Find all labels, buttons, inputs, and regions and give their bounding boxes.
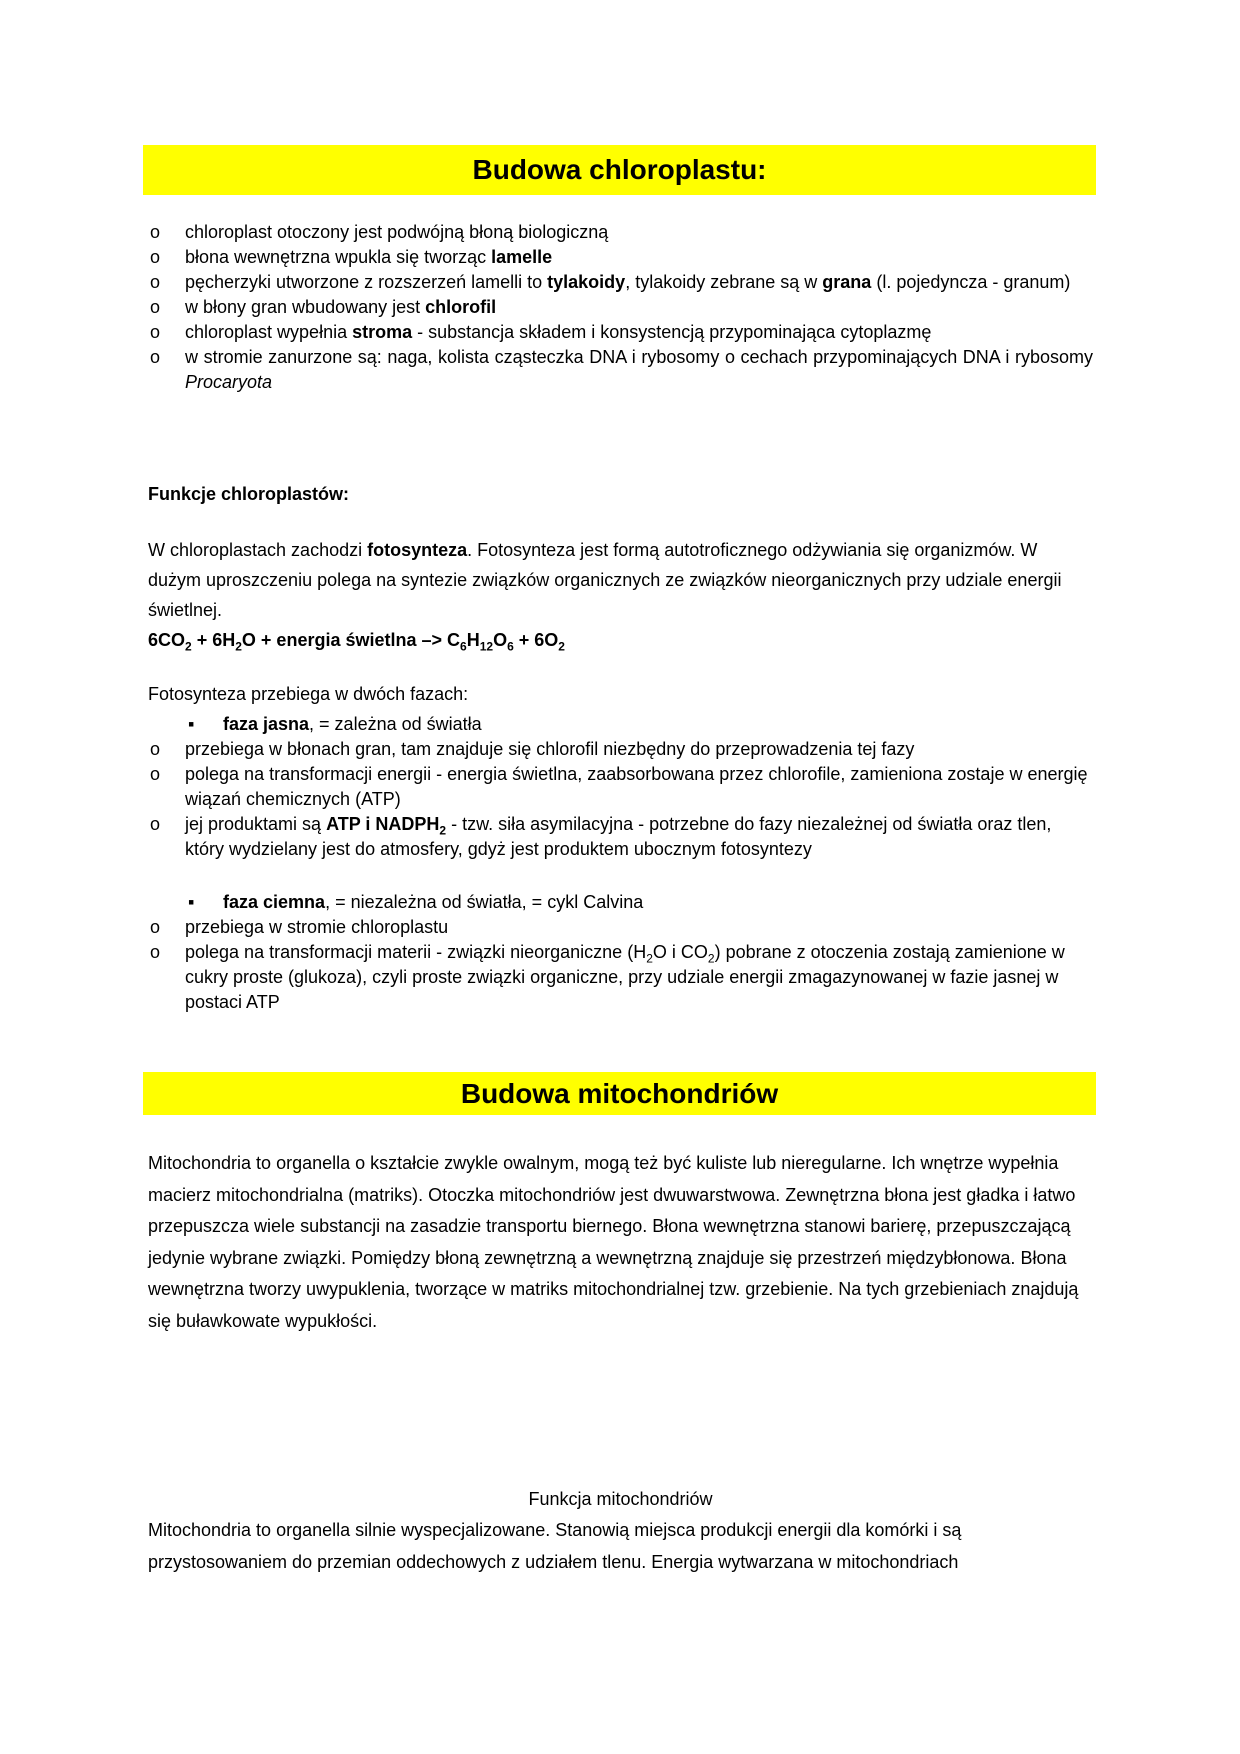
list-item: o polega na transformacji materii - związki nieorganiczne ($H_2O$ i $CO_2$) pobrane z otoczenia zostają zamienione w cukry proste (glukoza), czyli proste związki organiczne, przy udziale energii zmagazynowanej w fazie jasnej w postaci ATP (150, 942, 1065, 1012)
circle-bullet-icon: o (150, 739, 161, 759)
dark-phase-list (148, 915, 1093, 1015)
list-item: o przebiega w błonach gran, tam znajduje się chlorofil niezbędny do przeprowadzenia tej fazy (148, 737, 1093, 762)
light-phase-list (148, 737, 1093, 862)
square-bullet-icon: ▪ (188, 892, 195, 912)
mitochondria-title-banner (143, 1072, 1096, 1115)
chloroplast-structure-list (148, 220, 1093, 395)
mitochondria-function-heading-block (148, 1487, 1093, 1512)
mitochondria-title: Budowa mitochondriów (460, 1077, 779, 1109)
circle-bullet-icon: o (150, 222, 161, 242)
mitochondria-function-paragraph: Mitochondria to organella silnie wyspecjalizowane. Stanowią miejsca produkcji energii dla komórki i są przystosowaniem do przemian oddechowych z udziałem tlenu. Energia wytwarzana w mitochondriach (148, 1520, 962, 1572)
circle-bullet-icon: o (150, 247, 161, 267)
phases-section (148, 682, 1093, 1015)
functions-heading: Funkcje chloroplastów: (148, 484, 350, 504)
photosynthesis-equation: $6CO_2 + 6H_2O$ + energia świetlna –> $C_6H_{12}O_6 + 6O_2$ (148, 630, 565, 654)
square-bullet-icon: ▪ (188, 714, 195, 734)
circle-bullet-icon: o (150, 272, 161, 292)
list-item: o przebiega w stromie chloroplastu (148, 915, 1093, 940)
chloroplast-structure-list-block (148, 220, 1093, 395)
circle-bullet-icon: o (150, 322, 161, 342)
circle-bullet-icon: o (150, 814, 161, 834)
list-item: o chloroplast otoczony jest podwójną błoną biologiczną (148, 220, 1093, 245)
circle-bullet-icon: o (150, 297, 161, 317)
light-phase-heading: ▪ faza jasna, = zależna od światła (148, 712, 1093, 737)
chloroplast-title-banner (143, 145, 1096, 195)
phases-intro: Fotosynteza przebiega w dwóch fazach: (148, 684, 469, 704)
list-item: o polega na transformacji energii - energia świetlna, zaabsorbowana przez chlorofile, zamieniona zostaje w energię wiązań chemicznych (ATP) (150, 764, 1088, 809)
dark-phase-heading: ▪ faza ciemna, = niezależna od światła, = cykl Calvina (148, 890, 1093, 915)
mitochondria-paragraph: Mitochondria to organella o kształcie zwykle owalnym, mogą też być kuliste lub nieregularne. Ich wnętrze wypełnia macierz mitochondrialna (matriks). Otoczka mitochondriów jest dwuwarstwowa. Zewnętrzna błona jest gładka i łatwo przepuszcza wiele substancji na zasadzie transportu biernego. Błona wewnętrzna stanowi barierę, przepuszczającą jedynie wybrane związki. Pomiędzy błoną zewnętrzną a wewnętrzną znajduje się przestrzeń międzybłonowa. Błona wewnętrzna tworzy uwypuklenia, tworzące w matriks mitochondrialnej tzw. grzebienie. Na tych grzebieniach znajdują się buławkowate wypukłości. (148, 1153, 1079, 1331)
list-item: o chloroplast wypełnia stroma - substancja składem i konsystencją przypominająca cytoplazmę (148, 320, 1093, 345)
list-item: o w błony gran wbudowany jest chlorofil (148, 295, 1093, 320)
mitochondria-function-heading: Funkcja mitochondriów (528, 1489, 713, 1509)
circle-bullet-icon: o (150, 942, 161, 962)
photosynthesis-paragraph: W chloroplastach zachodzi fotosynteza. Fotosynteza jest formą autotroficznego odżywiania się organizmów. W dużym uproszczeniu polega na syntezie związków organicznych ze związków nieorganicznych przy udziale energii świetlnej. $6CO_2 + 6H_2O$ + energia świetlna –> $C_6H_{12}O_6 + 6O_2$ (148, 535, 1093, 655)
circle-bullet-icon: o (150, 347, 161, 367)
circle-bullet-icon: o (150, 764, 161, 784)
chloroplast-title: Budowa chloroplastu: (472, 154, 767, 185)
list-item: o pęcherzyki utworzone z rozszerzeń lamelli to tylakoidy, tylakoidy zebrane są w grana (l. pojedyncza - granum) (148, 270, 1093, 295)
list-item: o błona wewnętrzna wpukla się tworząc lamelle (148, 245, 1093, 270)
functions-heading-block (148, 482, 1093, 507)
list-item: o jej produktami są ATP i $NADPH_2$ - tzw. siła asymilacyjna - potrzebne do fazy niezależnej od światła oraz tlen, który wydzielany jest do atmosfery, gdyż jest produktem ubocznym fotosyntezy (150, 814, 1052, 859)
circle-bullet-icon: o (150, 917, 161, 937)
list-item: o w stromie zanurzone są: naga, kolista cząsteczka DNA i rybosomy o cechach przypominających DNA i rybosomy Procaryota (150, 347, 1093, 392)
